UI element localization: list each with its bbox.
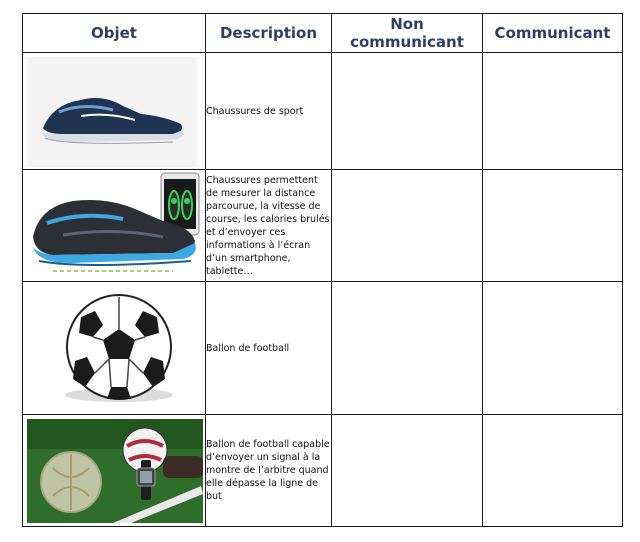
communicant-cell[interactable] bbox=[483, 415, 623, 527]
non-communicant-cell[interactable] bbox=[332, 170, 483, 282]
running-shoe-icon bbox=[23, 54, 205, 169]
object-image-cell bbox=[23, 53, 206, 170]
description-cell: Chaussures de sport bbox=[206, 53, 332, 170]
table-row bbox=[23, 53, 623, 170]
header-non-communicant: Non communicant bbox=[332, 14, 483, 53]
header-description: Description bbox=[206, 14, 332, 53]
communicant-cell[interactable] bbox=[483, 282, 623, 415]
header-row bbox=[23, 14, 623, 53]
table-row bbox=[23, 170, 623, 282]
description-cell: Ballon de football capable d’envoyer un signal à la montre de l’arbitre quand elle dépasse la ligne de but bbox=[206, 415, 332, 527]
header-objet: Objet bbox=[23, 14, 206, 53]
description-cell: Ballon de football bbox=[206, 282, 332, 415]
object-image-cell bbox=[23, 170, 206, 282]
object-image-cell bbox=[23, 415, 206, 527]
smart-shoe-with-phone-icon bbox=[23, 171, 205, 281]
smart-ball-with-watch-icon bbox=[23, 416, 205, 526]
non-communicant-cell[interactable] bbox=[332, 415, 483, 527]
table-row bbox=[23, 415, 623, 527]
header-communicant: Communicant bbox=[483, 14, 623, 53]
comparison-table bbox=[22, 13, 623, 527]
description-cell: Chaussures permettent de mesurer la distance parcourue, la vitesse de course, les calories brulés et d’envoyer ces informations à l’écran d’un smartphone, tablette… bbox=[206, 170, 332, 282]
non-communicant-cell[interactable] bbox=[332, 282, 483, 415]
table-row bbox=[23, 282, 623, 415]
non-communicant-cell[interactable] bbox=[332, 53, 483, 170]
soccer-ball-icon bbox=[23, 283, 205, 414]
object-image-cell bbox=[23, 282, 206, 415]
communicant-cell[interactable] bbox=[483, 170, 623, 282]
communicant-cell[interactable] bbox=[483, 53, 623, 170]
